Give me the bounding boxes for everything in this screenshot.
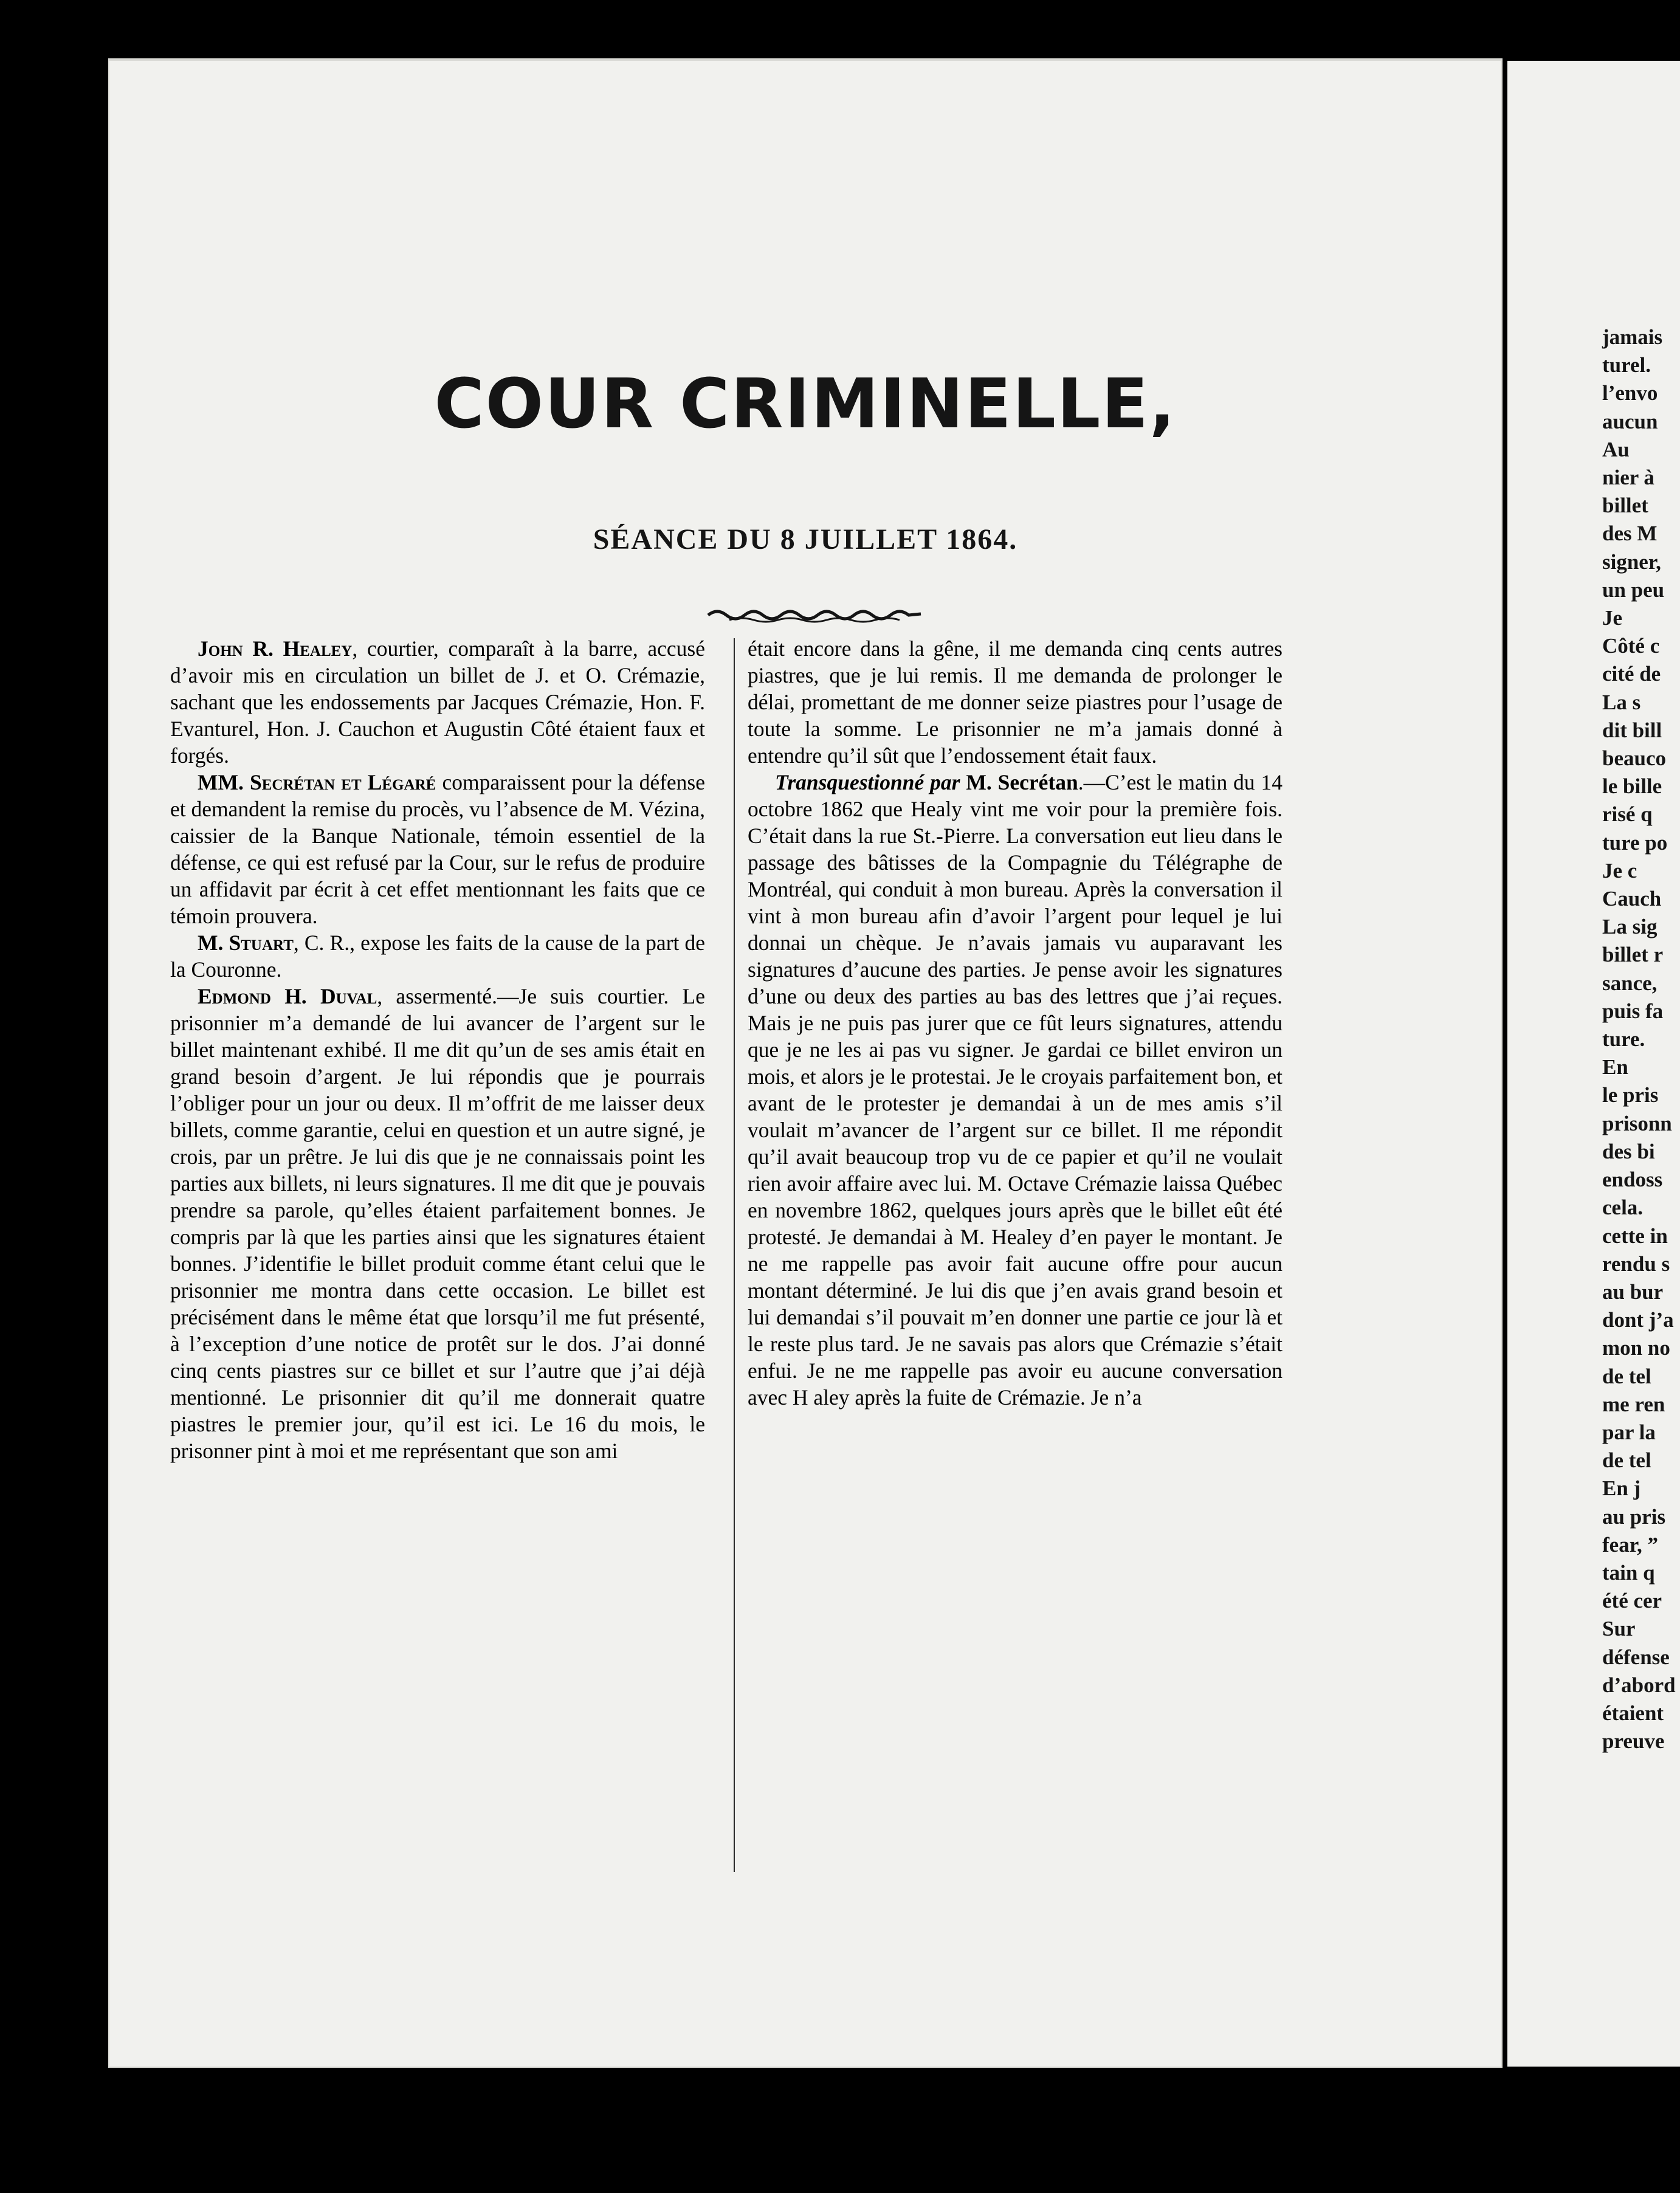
text-cross-exam: .—C’est le matin du 14 octobre 1862 que Healy vint me voir pour la première fois. C’était dans la rue St.-Pierre. La conversation eut lieu dans le passage des bâtisses de la Compagnie du Télégraphe de Montréal, qui conduit à mon bureau. Après la conversation il vint à mon bureau afin d’avoir l’argent pour lequel je lui donnai un chèque. Je n’avais jamais vu auparavant les signatures d’aucune des parties. Je pense avoir les signatures d’une ou deux des parties au bas des lettres que j’ai reçues. Mais je ne puis pas jurer que ce fût leurs signatures, attendu que je ne les ai pas vu signer. Je gardai ce billet environ un mois, et alors je le protestai. Je le croyais parfaitement bon, et avant de le protester je demandai à un de mes amis s’il voulait m’avancer de l’argent sur ce billet. Il me répondit qu’il avait beaucoup trop vu de ce papier et qu’il ne voulait rien avoir affaire avec lui. M. Octave Crémazie laissa Québec en novembre 1862, quelques jours après que le billet eût été protesté. Je demandai à M. Healey d’en payer le montant. Je ne me rappelle pas avoir fait aucune offre pour aucun montant déterminé. Je lui dis que j’en avais grand besoin et lui demandai s’il pouvait m’en donner une partie ce jour là et le reste plus tard. Je ne savais pas alors que Crémazie s’était enfui. Je ne me rappelle pas avoir eu aucune conversation avec H aley après la fuite de Crémazie. Je n’a	[748, 770, 1283, 1410]
next-page-line: billet	[1602, 494, 1648, 518]
next-page-line: beauco	[1602, 746, 1666, 771]
next-page-line: preuve	[1602, 1729, 1665, 1754]
next-page-line: cela.	[1602, 1196, 1644, 1220]
text-healey: , courtier, comparaît à la barre, accusé d’avoir mis en circulation un billet de J. et O. Crémazie, sachant que les endossements par Jacques Crémazie, Hon. F. Evanturel, Hon. J. Cauchon et Augustin Côté étaient faux et forgés.	[170, 636, 705, 768]
next-page-line: ture po	[1602, 830, 1668, 855]
next-page-line: Je c	[1602, 858, 1637, 883]
next-page-line: défense	[1602, 1645, 1670, 1669]
next-page-line: des bi	[1602, 1139, 1655, 1163]
paragraph-healey	[170, 635, 705, 769]
next-page-line: par la	[1602, 1420, 1656, 1444]
name-duval: Edmond H. Duval	[198, 984, 377, 1008]
text-defense: comparaissent pour la défense et demandent la remise du procès, vu l’absence de M. Vézina, caissier de la Banque Nationale, témoin essentiel de la défense, ce qui est refusé par la Cour, sur le refus de produire un affidavit par écrit à cet effet mentionnant les faits que ce témoin prouvera.	[170, 770, 705, 928]
next-page-line: cette in	[1602, 1224, 1668, 1248]
next-page-line: le pris	[1602, 1083, 1659, 1107]
next-page-line: dit bill	[1602, 718, 1662, 742]
next-page-line: l’envo	[1602, 381, 1658, 405]
next-page-line: En	[1602, 1055, 1628, 1079]
next-page-line: des M	[1602, 522, 1658, 546]
next-page-line: Au	[1602, 437, 1630, 461]
right-column	[748, 635, 1282, 1411]
paragraph-defense	[170, 769, 705, 929]
next-page-line: turel.	[1602, 353, 1651, 377]
next-page-line: signer,	[1602, 549, 1661, 574]
next-page-line: rendu s	[1602, 1251, 1670, 1276]
next-page-line: En j	[1602, 1476, 1641, 1501]
left-column	[170, 635, 705, 1464]
column-rule	[734, 638, 735, 1872]
next-page-line: jamais	[1602, 325, 1663, 349]
next-page-line: mon no	[1602, 1336, 1670, 1360]
next-page-line: au bur	[1602, 1279, 1664, 1304]
next-page-line: fear, ”	[1602, 1532, 1659, 1557]
next-page-line: le bille	[1602, 774, 1662, 799]
next-page-line: étaient	[1602, 1701, 1664, 1725]
next-page-line: été cer	[1602, 1589, 1662, 1613]
next-page-line: Sur	[1602, 1617, 1636, 1641]
next-page-line: cité de	[1602, 662, 1661, 686]
next-page-line: d’abord	[1602, 1673, 1676, 1697]
document-title: COUR CRIMINELLE,	[434, 365, 1177, 444]
paragraph-duval	[170, 983, 705, 1464]
text-stuart: , C. R., expose les faits de la cause de la part de la Couronne.	[170, 931, 705, 982]
name-secretan: M. Secrétan	[966, 770, 1078, 794]
names-defense: MM. Secrétan et Légaré	[198, 770, 436, 794]
next-page-line: me ren	[1602, 1392, 1665, 1416]
paragraph-stuart	[170, 929, 705, 983]
ornament-divider-icon	[705, 602, 924, 626]
name-stuart: M. Stuart	[198, 931, 294, 955]
next-page-line: risé q	[1602, 802, 1653, 827]
next-page-line: au pris	[1602, 1504, 1666, 1529]
next-page-line: prisonn	[1602, 1111, 1672, 1135]
document-subtitle: SÉANCE DU 8 JUILLET 1864.	[593, 523, 1018, 556]
next-page-line: La sig	[1602, 915, 1658, 939]
text-duval: , assermenté.—Je suis courtier. Le prisonnier m’a demandé de lui avancer de l’argent sur le billet maintenant exhibé. Il me dit qu’un de ses amis était en grand besoin d’argent. Je lui répondis que je pourrais l’obliger pour un jour ou deux. Il m’offrit de me laisser deux billets, comme garantie, celui en question et un autre signé, je crois, par un prêtre. Je lui dis que je ne connaissais point les parties aux billets, ni leurs signatures. Il me dit que je pouvais prendre sa parole, qu’elles étaient parfaitement bonnes. Je compris par là que les parties ainsi que les signatures étaient bonnes. J’identifie le billet produit comme étant celui que le prisonnier me montra dans cette occasion. Le billet est précisément dans le même état que lorsqu’il me fut présenté, à l’exception d’une notice de protêt sur le dos. J’ai donné cinq cents piastres sur ce billet et sur l’autre que j’ai déjà mentionné. Le prisonnier dit qu’il me donnerait quatre piastres le premier jour, qu’il est ici. Le 16 du mois, le prisonner pint à moi et me représentant que son ami	[170, 984, 705, 1463]
next-page-line: de tel	[1602, 1448, 1651, 1473]
next-page-line: puis fa	[1602, 999, 1664, 1023]
next-page-line: nier à	[1602, 466, 1654, 490]
paragraph-cross-exam	[748, 769, 1282, 1411]
next-page-fragments	[1602, 323, 1680, 1755]
next-page-line: Côté c	[1602, 634, 1660, 658]
next-page-line: tain q	[1602, 1560, 1655, 1585]
next-page-line: La s	[1602, 690, 1641, 714]
label-cross-exam: Transquestionné par	[775, 770, 960, 794]
next-page-line: aucun	[1602, 409, 1658, 433]
next-page-line: ture.	[1602, 1027, 1645, 1052]
next-page-line: Cauch	[1602, 887, 1662, 911]
next-page-line: Je	[1602, 606, 1623, 630]
next-page-line: billet r	[1602, 943, 1664, 967]
next-page-line: endoss	[1602, 1168, 1663, 1192]
paragraph-continued: était encore dans la gêne, il me demanda cinq cents autres piastres, que je lui remis. Il me demanda de prolonger le délai, promettant de me donner seize piastres pour l’usage de toute la somme. Le prisonnier ne m’a jamais donné à entendre qu’il sût que l’endossement était faux.	[748, 636, 1282, 768]
next-page-line: dont j’a	[1602, 1308, 1674, 1332]
name-healey: John R. Healey	[198, 636, 353, 661]
next-page-line: sance,	[1602, 971, 1658, 995]
next-page-line: de tel	[1602, 1364, 1651, 1388]
next-page-line: un peu	[1602, 577, 1665, 602]
